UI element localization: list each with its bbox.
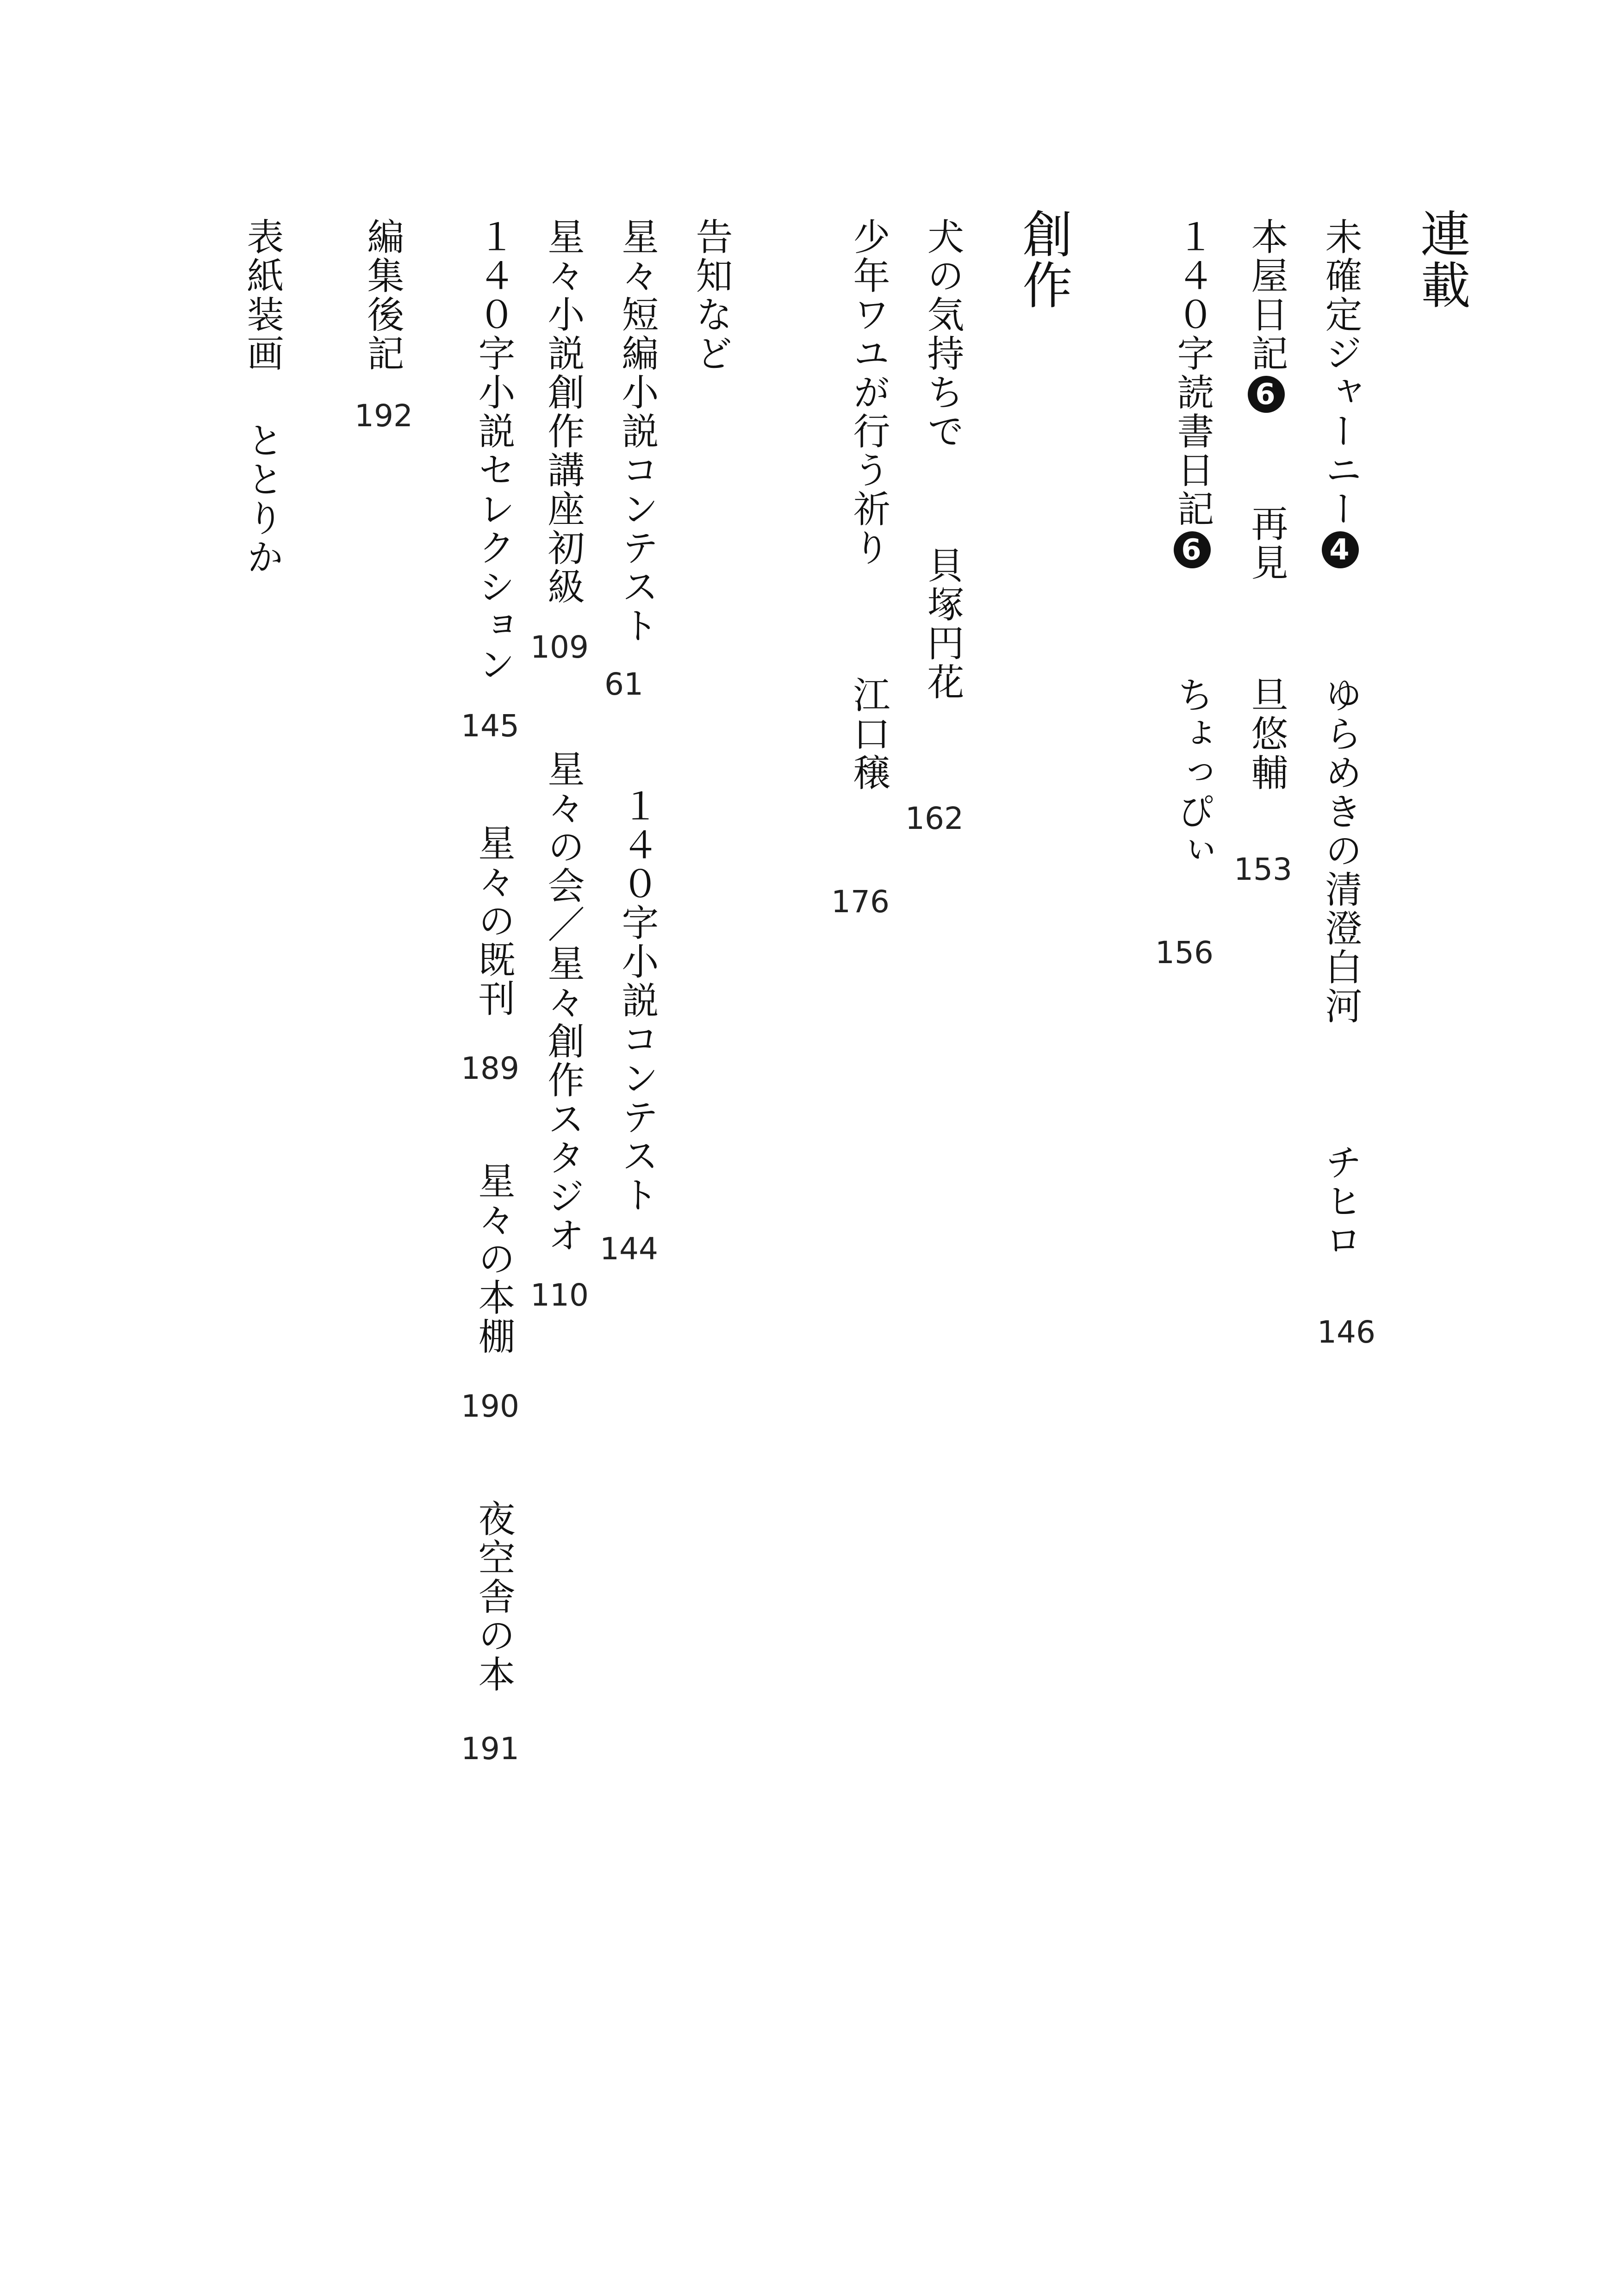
entry-author: チヒロ [1319,1143,1362,1260]
entry-page: 191 [461,1731,519,1767]
entry-page: 189 [461,1051,519,1086]
entry-title: 星々短編小説コンテスト [616,218,659,645]
section-heading-creative: 創作 [1014,208,1072,310]
entry-title-text: 本屋日記 [1245,218,1288,373]
entry-page: 176 [831,884,890,920]
cover-artist: ととりか [241,421,284,577]
entry-title: 星々の本棚 [472,1162,515,1356]
entry-page: 146 [1317,1314,1375,1350]
issue-number-badge: 6 [1174,531,1211,568]
entry-title [1245,218,1288,416]
entry-title: 星々の会／星々創作スタジオ [541,750,585,1255]
entry-page: 61 [604,666,643,702]
entry-title: 少年ワユが行う祈り [847,218,890,567]
entry-page: 145 [461,708,519,744]
issue-number-badge: 4 [1322,531,1359,568]
entry-title: １４０字小説コンテスト [616,787,659,1214]
entry-page: 109 [530,629,589,665]
entry-page: 190 [461,1388,519,1424]
entry-title [1171,218,1214,571]
entry-title-text: １４０字読書日記 [1171,218,1214,529]
editor-note-page: 192 [355,398,413,434]
entry-page: 144 [600,1231,658,1267]
issue-number-badge: 6 [1248,376,1285,413]
entry-title: 星々小説創作講座初級 [541,218,585,606]
entry-page: 156 [1155,935,1214,971]
entry-author: 貝塚円花 [921,546,964,702]
entry-title: 犬の気持ちで [921,218,964,451]
entry-subtitle: ゆらめきの清澄白河 [1319,676,1362,1026]
section-heading-notices: 告知など [690,218,733,373]
entry-author: 江口穣 [847,676,890,792]
entry-page: 162 [905,801,964,836]
entry-author: 再見 [1245,504,1288,582]
entry-title: 夜空舎の本 [472,1500,515,1694]
entry-page: 153 [1234,852,1292,887]
entry-author: 旦悠輔 [1245,676,1288,792]
entry-author: ちょっぴぃ [1171,676,1214,870]
entry-title [1319,218,1362,571]
entry-title: １４０字小説セレクション [472,218,515,684]
entry-title-text: 未確定ジャーニー [1319,218,1362,529]
editor-note-title: 編集後記 [361,218,404,373]
section-heading-serial: 連載 [1412,208,1470,310]
entry-page: 110 [530,1277,589,1313]
entry-title: 星々の既刊 [472,824,515,1018]
cover-label: 表紙装画 [241,218,284,373]
